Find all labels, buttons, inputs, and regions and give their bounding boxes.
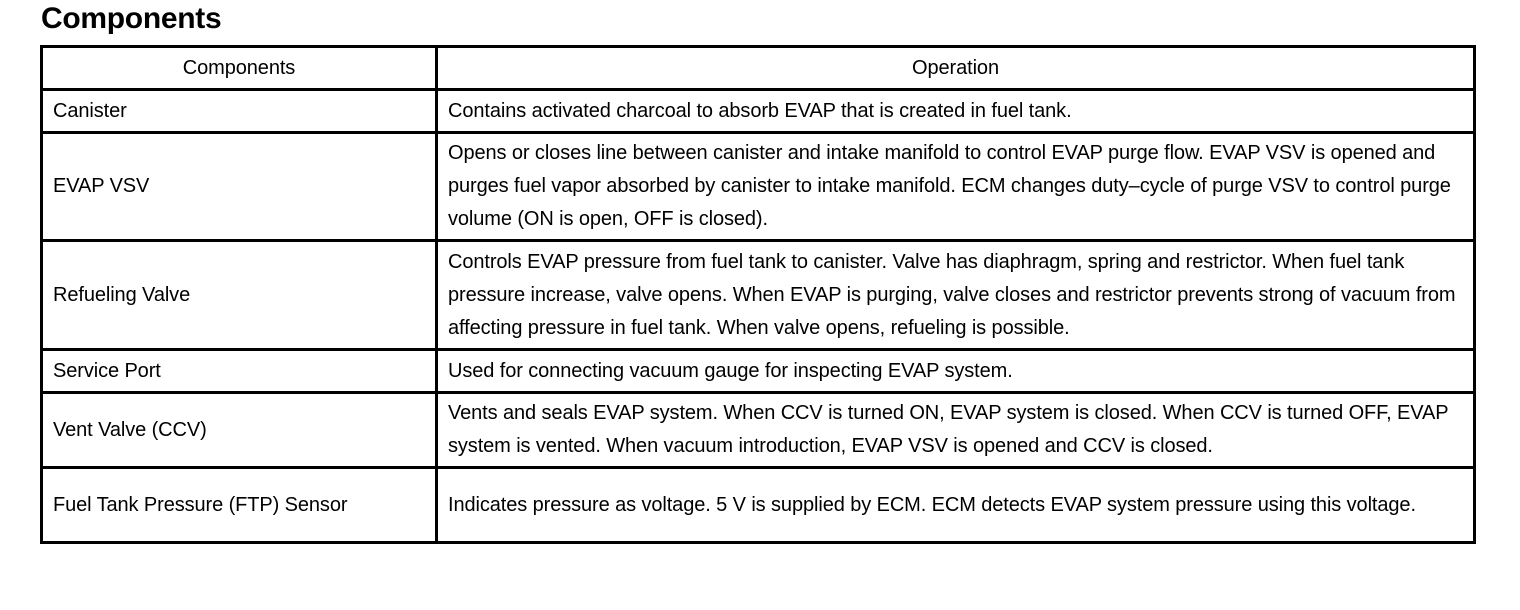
table-header-row (42, 47, 1475, 90)
table-row-ftp-sensor (42, 468, 1475, 543)
table-row-refueling-valve (42, 241, 1475, 350)
operation-cell: Opens or closes line between canister and intake manifold to control EVAP purge flow. EVAP VSV is opened and purges fuel vapor absorbed by canister to intake manifold. ECM changes duty–cycle of purge VSV to control purge volume (ON is open, OFF is closed). (437, 133, 1475, 241)
component-cell: EVAP VSV (42, 133, 437, 241)
component-cell: Vent Valve (CCV) (42, 393, 437, 468)
component-cell: Service Port (42, 350, 437, 393)
page-title: Components (41, 2, 222, 35)
table-row-service-port (42, 350, 1475, 393)
component-cell: Refueling Valve (42, 241, 437, 350)
operation-cell: Vents and seals EVAP system. When CCV is turned ON, EVAP system is closed. When CCV is turned OFF, EVAP system is vented. When vacuum introduction, EVAP VSV is opened and CCV is closed. (437, 393, 1475, 468)
table-row-vent-valve (42, 393, 1475, 468)
component-cell: Canister (42, 90, 437, 133)
table-row-canister (42, 90, 1475, 133)
components-table (40, 45, 1476, 544)
operation-cell: Contains activated charcoal to absorb EVAP that is created in fuel tank. (437, 90, 1475, 133)
component-cell: Fuel Tank Pressure (FTP) Sensor (42, 468, 437, 543)
table-row-evap-vsv (42, 133, 1475, 241)
header-operation: Operation (437, 47, 1475, 90)
operation-cell: Used for connecting vacuum gauge for inspecting EVAP system. (437, 350, 1475, 393)
operation-cell: Indicates pressure as voltage. 5 V is supplied by ECM. ECM detects EVAP system pressure using this voltage. (437, 468, 1475, 543)
header-components: Components (42, 47, 437, 90)
operation-cell: Controls EVAP pressure from fuel tank to canister. Valve has diaphragm, spring and restrictor. When fuel tank pressure increase, valve opens. When EVAP is purging, valve closes and restrictor prevents strong of vacuum from affecting pressure in fuel tank. When valve opens, refueling is possible. (437, 241, 1475, 350)
